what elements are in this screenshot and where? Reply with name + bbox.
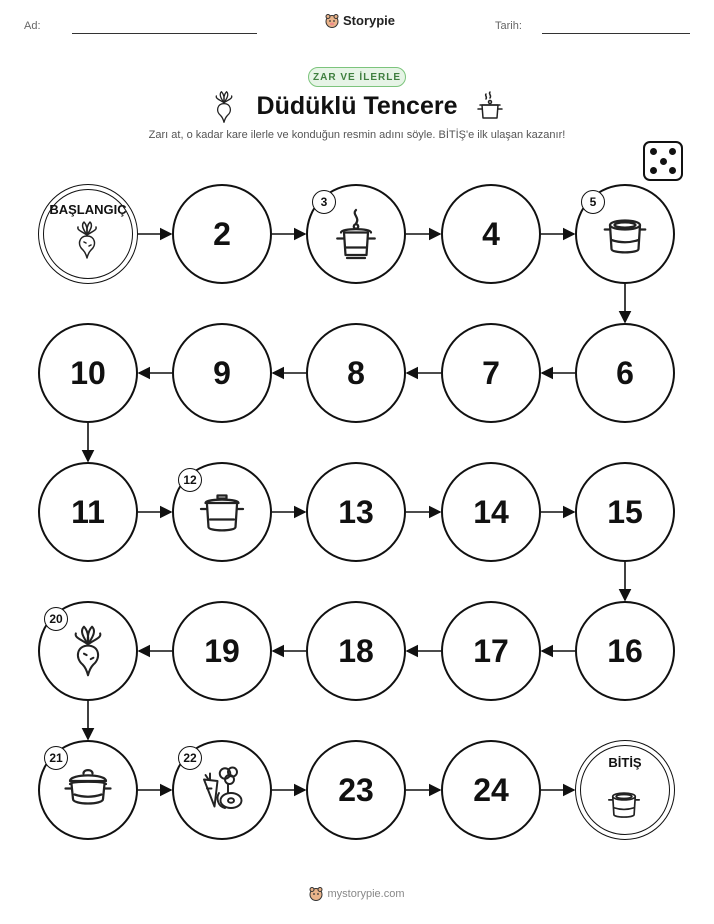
square-number-badge: 21 bbox=[44, 746, 68, 770]
square-number: 11 bbox=[71, 493, 105, 530]
vegetables-meat-icon bbox=[197, 763, 247, 817]
square-number-badge: 5 bbox=[581, 190, 605, 214]
game-type-pill: ZAR VE İLERLE bbox=[308, 67, 406, 87]
board-square-13[interactable] bbox=[306, 462, 406, 562]
square-number: 14 bbox=[473, 493, 509, 530]
board-square-24[interactable] bbox=[441, 740, 541, 840]
footer-url: mystorypie.com bbox=[327, 888, 405, 900]
board-square-23[interactable] bbox=[306, 740, 406, 840]
square-number: 16 bbox=[607, 632, 643, 669]
beet-icon bbox=[63, 624, 113, 678]
square-number: 24 bbox=[473, 771, 509, 808]
square-number: 13 bbox=[338, 493, 374, 530]
board-square-15[interactable] bbox=[575, 462, 675, 562]
square-number: 8 bbox=[347, 354, 365, 391]
board-square-8[interactable] bbox=[306, 323, 406, 423]
page-title: Düdüklü Tencere bbox=[256, 92, 458, 120]
name-label: Ad: bbox=[24, 20, 41, 32]
square-number-badge: 22 bbox=[178, 746, 202, 770]
square-number: 10 bbox=[70, 354, 106, 391]
start-label: BAŞLANGIÇ bbox=[49, 202, 127, 217]
square-number-badge: 20 bbox=[44, 607, 68, 631]
storypie-mascot-icon bbox=[309, 887, 323, 901]
board-square-10[interactable] bbox=[38, 323, 138, 423]
board-square-9[interactable] bbox=[172, 323, 272, 423]
brand-name: Storypie bbox=[343, 13, 396, 28]
board-square-4[interactable] bbox=[441, 184, 541, 284]
board-square-19[interactable] bbox=[172, 601, 272, 701]
square-number: 19 bbox=[204, 632, 240, 669]
date-label: Tarih: bbox=[495, 20, 522, 32]
pressure-cooker-icon bbox=[63, 763, 113, 817]
beet-icon bbox=[72, 219, 102, 261]
square-number: 2 bbox=[213, 215, 231, 252]
instructions: Zarı at, o kadar kare ilerle ve konduğun resmin adını söyle. BİTİŞ'e ilk ulaşan kazanır! bbox=[148, 129, 566, 141]
board-square-17[interactable] bbox=[441, 601, 541, 701]
board-square-14[interactable] bbox=[441, 462, 541, 562]
soup-pot-icon bbox=[605, 783, 643, 819]
board-square-2[interactable] bbox=[172, 184, 272, 284]
square-number: 15 bbox=[607, 493, 643, 530]
cooking-pot-icon bbox=[197, 485, 247, 539]
board-square-7[interactable] bbox=[441, 323, 541, 423]
soup-pot-icon bbox=[600, 207, 650, 261]
square-number: 18 bbox=[338, 632, 374, 669]
square-number: 23 bbox=[338, 771, 374, 808]
steaming-pot-icon bbox=[331, 207, 381, 261]
square-number-badge: 3 bbox=[312, 190, 336, 214]
board-square-16[interactable] bbox=[575, 601, 675, 701]
finish-label: BİTİŞ bbox=[608, 755, 642, 770]
board-square-18[interactable] bbox=[306, 601, 406, 701]
square-number: 17 bbox=[473, 632, 509, 669]
board-square-6[interactable] bbox=[575, 323, 675, 423]
square-number-badge: 12 bbox=[178, 468, 202, 492]
square-number: 4 bbox=[482, 215, 500, 252]
finish-square[interactable] bbox=[575, 740, 675, 840]
start-square[interactable] bbox=[38, 184, 138, 284]
board-square-11[interactable] bbox=[38, 462, 138, 562]
square-number: 6 bbox=[616, 354, 634, 391]
footer bbox=[0, 887, 714, 901]
square-number: 7 bbox=[482, 354, 500, 391]
square-number: 9 bbox=[213, 354, 231, 391]
